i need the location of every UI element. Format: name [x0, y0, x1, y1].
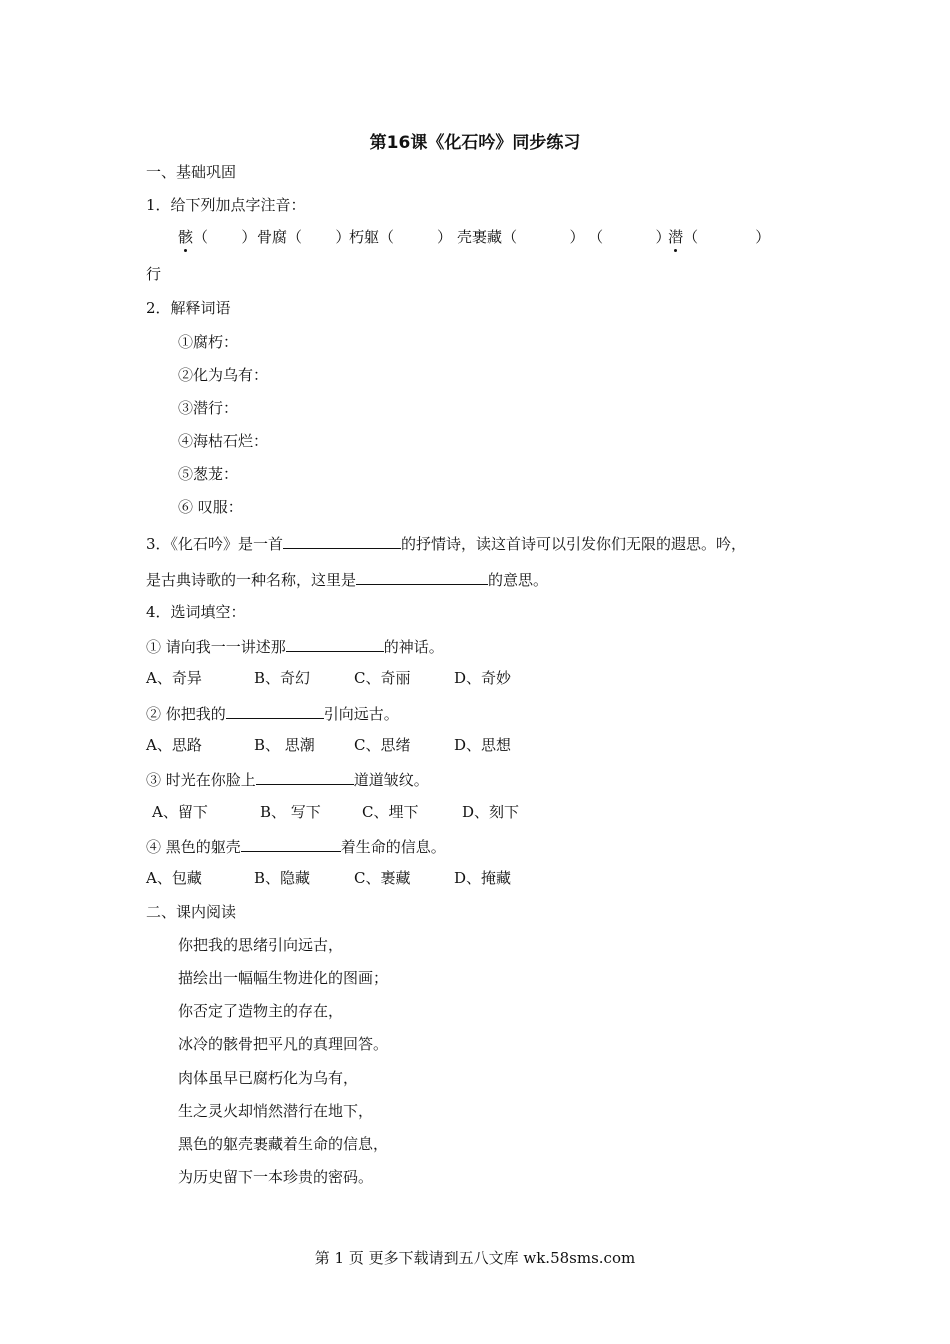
term-item: ④海枯石烂：: [178, 432, 269, 450]
poem-line: 描绘出一幅幅生物进化的图画；: [178, 969, 389, 987]
sentence-1: ① 请向我一一讲述那 的神话。: [146, 635, 444, 657]
question-1-label: 1．给下列加点字注音：: [146, 196, 306, 214]
term-item: ⑥ 叹服：: [178, 498, 243, 516]
question-1-wrap: 行: [146, 265, 162, 283]
answer-blank[interactable]: [256, 768, 354, 785]
question-1-items: 骸（ ）骨腐（ ）朽躯（ ） 壳裹藏（ ） （ ）潜（ ）: [178, 228, 771, 246]
question-4-label: 4．选词填空：: [146, 603, 246, 621]
poem-line: 肉体虽早已腐朽化为乌有，: [178, 1069, 359, 1087]
answer-blank[interactable]: [226, 702, 324, 719]
options-2: A、思路 B、 思潮 C、思绪 D、思想: [146, 736, 512, 754]
answer-blank[interactable]: [356, 568, 488, 585]
section-1-heading: 一、基础巩固: [146, 163, 237, 181]
poem-line: 冰冷的骸骨把平凡的真理回答。: [178, 1035, 389, 1053]
page-title: 第16课《化石吟》同步练习: [369, 133, 581, 153]
options-4: A、包藏 B、隐藏 C、裹藏 D、掩藏: [146, 869, 512, 887]
question-3-line-1: 3．《化石吟》是一首 的抒情诗，读这首诗可以引发你们无限的遐思。吟，: [146, 532, 746, 554]
term-item: ①腐朽：: [178, 333, 239, 351]
sentence-4: ④ 黑色的躯壳 着生命的信息。: [146, 835, 446, 857]
page-footer: 第 1 页 更多下载请到五八文库 wk.58sms.com: [314, 1249, 636, 1267]
question-3-line-2: 是古典诗歌的一种名称，这里是 的意思。: [146, 568, 548, 590]
poem-line: 你把我的思绪引向远古，: [178, 936, 344, 954]
word-gu-fu: 骨腐: [257, 228, 288, 246]
sentence-2: ② 你把我的 引向远古。: [146, 702, 399, 724]
options-3: A、留下 B、 写下 C、埋下 D、刻下: [152, 803, 520, 821]
options-1: A、奇异 B、奇幻 C、奇丽 D、奇妙: [146, 669, 512, 687]
poem-line: 为历史留下一本珍贵的密码。: [178, 1168, 374, 1186]
section-2-heading: 二、课内阅读: [146, 903, 237, 921]
term-item: ②化为乌有：: [178, 366, 269, 384]
poem-line: 黑色的躯壳裹藏着生命的信息，: [178, 1135, 389, 1153]
dotted-char: 骸: [178, 228, 194, 246]
question-2-label: 2．解释词语: [146, 299, 231, 317]
answer-blank[interactable]: [286, 635, 384, 652]
term-item: ⑤葱茏：: [178, 465, 239, 483]
word-qian: 潜: [668, 228, 684, 246]
word-ke-guo-cang: 壳裹藏: [457, 228, 503, 246]
poem-line: 你否定了造物主的存在，: [178, 1002, 344, 1020]
answer-blank[interactable]: [241, 835, 341, 852]
word-xiu-qu: 朽躯: [349, 228, 380, 246]
poem-line: 生之灵火却悄然潜行在地下，: [178, 1102, 374, 1120]
answer-blank[interactable]: [283, 532, 401, 549]
sentence-3: ③ 时光在你脸上 道道皱纹。: [146, 768, 429, 790]
term-item: ③潜行：: [178, 399, 239, 417]
